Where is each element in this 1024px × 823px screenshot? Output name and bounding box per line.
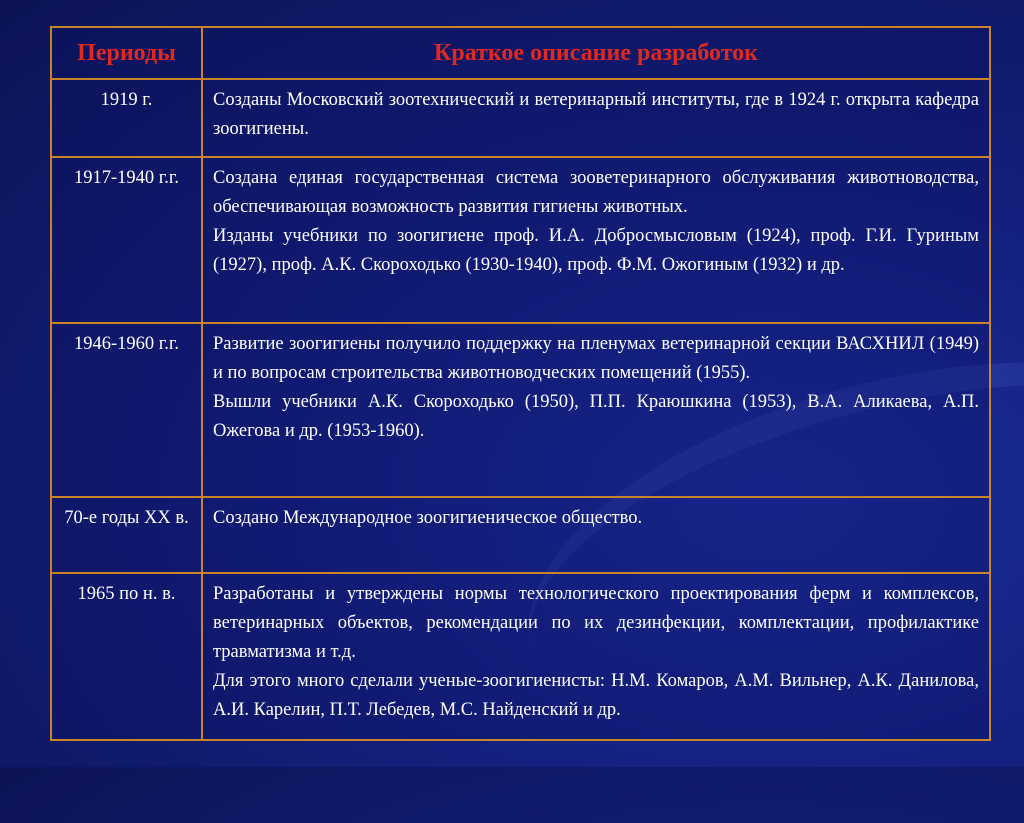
description-cell bbox=[202, 497, 990, 573]
description-cell bbox=[202, 573, 990, 740]
description-paragraph: Изданы учебники по зоогигиене проф. И.А. Добросмысловым (1924), проф. Г.И. Гуриным (1927), проф. А.К. Скороходько (1930-1940), проф. Ф.М. Ожогиным (1932) и др. bbox=[213, 226, 979, 275]
period-cell: 1917-1940 г.г. bbox=[51, 157, 202, 323]
header-description: Краткое описание разработок bbox=[202, 27, 990, 79]
description-paragraph: Развитие зоогигиены получило поддержку на пленумах ветеринарной секции ВАСХНИЛ (1949) и по вопросам строительства животноводческих помещений (1955). bbox=[213, 334, 979, 383]
period-cell: 1965 по н. в. bbox=[51, 573, 202, 740]
period-cell: 1919 г. bbox=[51, 79, 202, 157]
table-row bbox=[51, 79, 990, 157]
description-paragraph: Для этого много сделали ученые-зоогигиенисты: Н.М. Комаров, А.М. Вильнер, А.К. Данилова, А.И. Карелин, П.Т. Лебедев, М.С. Найденский и др. bbox=[213, 671, 979, 720]
description-paragraph: Вышли учебники А.К. Скороходько (1950), П.П. Краюшкина (1953), В.А. Аликаева, А.П. Ожегова и др. (1953-1960). bbox=[213, 392, 979, 441]
table-row bbox=[51, 497, 990, 573]
history-table bbox=[50, 26, 991, 741]
description-paragraph: Создана единая государственная система зооветеринарного обслуживания животноводства, обеспечивающая возможность развития гигиены животных. bbox=[213, 168, 979, 217]
table-row bbox=[51, 323, 990, 497]
table-row bbox=[51, 157, 990, 323]
description-paragraph: Разработаны и утверждены нормы технологического проектирования ферм и комплексов, ветеринарных объектов, рекомендации по их дезинфекции, комплектации, профилактике травматизма и т.д. bbox=[213, 584, 979, 662]
description-cell bbox=[202, 323, 990, 497]
description-paragraph: Созданы Московский зоотехнический и ветеринарный институты, где в 1924 г. открыта кафедра зоогигиены. bbox=[213, 90, 979, 139]
period-cell: 1946-1960 г.г. bbox=[51, 323, 202, 497]
description-cell bbox=[202, 157, 990, 323]
period-cell: 70-е годы XX в. bbox=[51, 497, 202, 573]
description-cell bbox=[202, 79, 990, 157]
description-paragraph: Создано Международное зоогигиеническое общество. bbox=[213, 508, 643, 528]
header-period: Периоды bbox=[51, 27, 202, 79]
table-row bbox=[51, 573, 990, 740]
table-header-row bbox=[51, 27, 990, 79]
